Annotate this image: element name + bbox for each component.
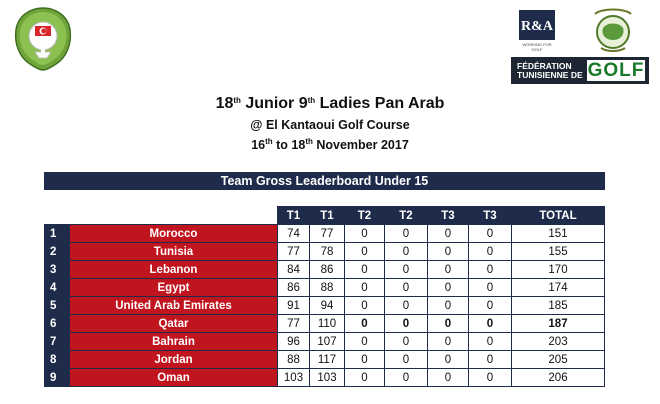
leaderboard-table	[44, 206, 605, 387]
score-cell: 0	[385, 225, 428, 243]
score-cell: 0	[385, 243, 428, 261]
score-cell: 74	[278, 225, 310, 243]
score-cell: 0	[385, 351, 428, 369]
rank-cell: 2	[45, 243, 70, 261]
score-cell: 110	[310, 315, 345, 333]
score-cell: 0	[469, 351, 512, 369]
score-cell: 0	[345, 351, 385, 369]
rank-cell: 1	[45, 225, 70, 243]
event-venue: @ El Kantaoui Golf Course	[250, 118, 410, 132]
score-cell: 0	[428, 351, 469, 369]
score-cell: 117	[310, 351, 345, 369]
score-cell: 103	[310, 369, 345, 387]
score-cell: 0	[385, 261, 428, 279]
score-cell: 0	[345, 279, 385, 297]
score-cell: 0	[469, 225, 512, 243]
column-header: T3	[428, 207, 469, 225]
score-cell: 88	[310, 279, 345, 297]
column-header: TOTAL	[512, 207, 605, 225]
score-cell: 0	[385, 279, 428, 297]
team-cell: Egypt	[70, 279, 278, 297]
rank-cell: 6	[45, 315, 70, 333]
r-and-a-logo	[517, 8, 557, 52]
total-cell: 203	[512, 333, 605, 351]
score-cell: 107	[310, 333, 345, 351]
rank-cell: 5	[45, 297, 70, 315]
team-cell: Bahrain	[70, 333, 278, 351]
total-cell: 174	[512, 279, 605, 297]
table-row	[45, 351, 605, 369]
score-cell: 77	[278, 243, 310, 261]
table-row	[45, 297, 605, 315]
score-cell: 0	[345, 225, 385, 243]
column-header: T1	[310, 207, 345, 225]
score-cell: 94	[310, 297, 345, 315]
table-row	[45, 261, 605, 279]
ra-caption: WORKING FOR GOLF	[522, 42, 552, 52]
column-header: T3	[469, 207, 512, 225]
score-cell: 0	[428, 279, 469, 297]
score-cell: 0	[469, 315, 512, 333]
score-cell: 0	[385, 333, 428, 351]
team-cell: United Arab Emirates	[70, 297, 278, 315]
team-cell: Morocco	[70, 225, 278, 243]
score-cell: 0	[469, 261, 512, 279]
team-cell: Oman	[70, 369, 278, 387]
ftg-line2: TUNISIENNE DE	[517, 70, 583, 80]
score-cell: 86	[278, 279, 310, 297]
table-row	[45, 369, 605, 387]
rank-cell: 3	[45, 261, 70, 279]
score-cell: 86	[310, 261, 345, 279]
total-cell: 151	[512, 225, 605, 243]
score-cell: 0	[385, 369, 428, 387]
score-cell: 0	[428, 243, 469, 261]
score-cell: 0	[428, 297, 469, 315]
rank-cell: 9	[45, 369, 70, 387]
table-row	[45, 315, 605, 333]
score-cell: 96	[278, 333, 310, 351]
total-cell: 185	[512, 297, 605, 315]
tunisia-golf-logo	[12, 6, 74, 72]
column-header: T1	[278, 207, 310, 225]
leaderboard-banner	[44, 172, 605, 190]
score-cell: 77	[310, 225, 345, 243]
score-cell: 0	[428, 333, 469, 351]
score-cell: 84	[278, 261, 310, 279]
score-cell: 0	[345, 369, 385, 387]
team-cell: Tunisia	[70, 243, 278, 261]
score-cell: 91	[278, 297, 310, 315]
total-cell: 155	[512, 243, 605, 261]
total-cell: 205	[512, 351, 605, 369]
table-row	[45, 333, 605, 351]
score-cell: 0	[469, 297, 512, 315]
event-dates: 16th to 18th November 2017	[251, 137, 409, 152]
score-cell: 103	[278, 369, 310, 387]
table-row	[45, 225, 605, 243]
table-row	[45, 243, 605, 261]
score-cell: 0	[345, 261, 385, 279]
team-cell: Lebanon	[70, 261, 278, 279]
score-cell: 0	[385, 297, 428, 315]
ftg-line1: FÉDÉRATION	[517, 61, 572, 71]
score-cell: 0	[469, 369, 512, 387]
score-cell: 0	[345, 243, 385, 261]
score-cell: 0	[345, 297, 385, 315]
score-cell: 0	[428, 369, 469, 387]
score-cell: 0	[345, 333, 385, 351]
column-header: T2	[345, 207, 385, 225]
total-cell: 170	[512, 261, 605, 279]
score-cell: 0	[469, 333, 512, 351]
event-title: 18th Junior 9th Ladies Pan Arab	[215, 95, 445, 112]
score-cell: 0	[469, 243, 512, 261]
team-cell: Qatar	[70, 315, 278, 333]
rank-cell: 4	[45, 279, 70, 297]
score-cell: 78	[310, 243, 345, 261]
ra-logo-text: R&A	[521, 19, 553, 34]
table-header-row	[45, 207, 605, 225]
score-cell: 0	[469, 279, 512, 297]
ftg-golf-wordmark: GOLF	[587, 60, 645, 81]
arab-golf-federation-logo	[587, 4, 639, 54]
table-row	[45, 279, 605, 297]
total-cell: 187	[512, 315, 605, 333]
score-cell: 88	[278, 351, 310, 369]
rank-cell: 7	[45, 333, 70, 351]
score-cell: 0	[385, 315, 428, 333]
rank-cell: 8	[45, 351, 70, 369]
leaderboard-title: Team Gross Leaderboard Under 15	[220, 174, 429, 188]
score-cell: 0	[428, 261, 469, 279]
score-cell: 0	[428, 315, 469, 333]
score-cell: 0	[345, 315, 385, 333]
total-cell: 206	[512, 369, 605, 387]
score-cell: 77	[278, 315, 310, 333]
team-cell: Jordan	[70, 351, 278, 369]
score-cell: 0	[428, 225, 469, 243]
column-header: T2	[385, 207, 428, 225]
ftg-logo	[511, 57, 649, 84]
